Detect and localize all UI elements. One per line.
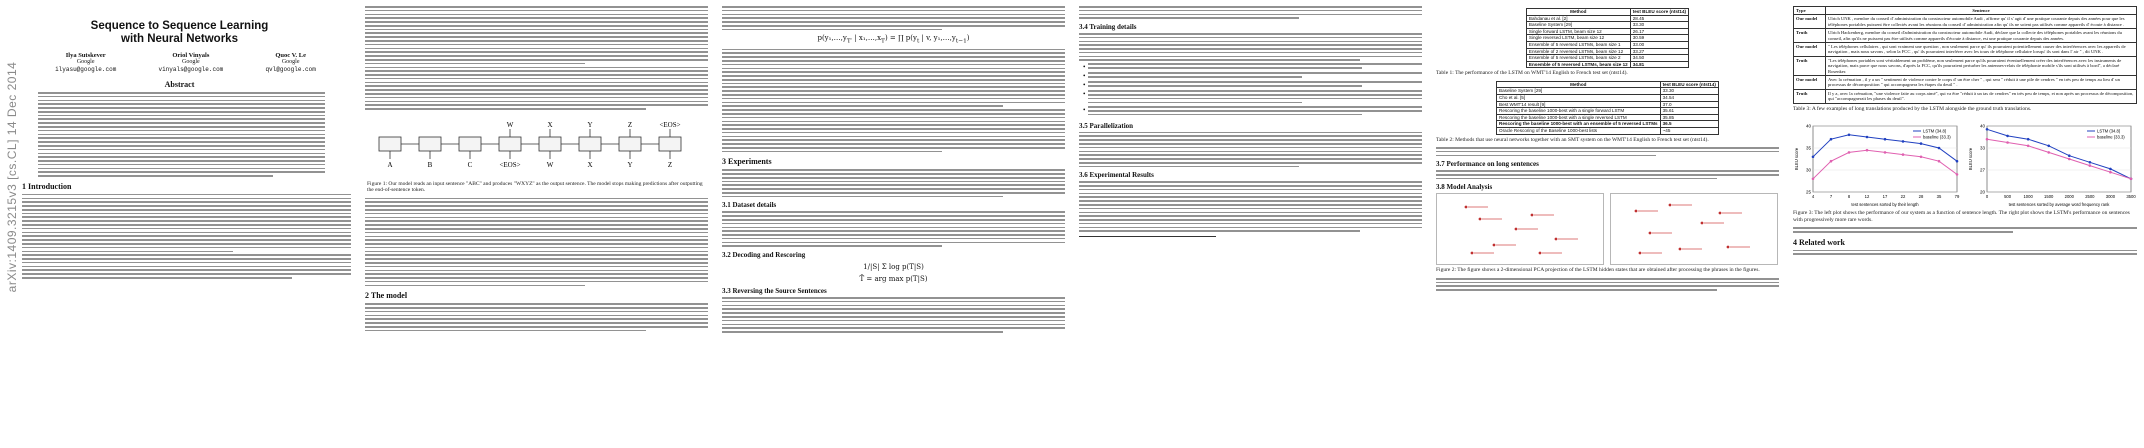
table-row: Bahdanau et al. [2] 28.45 (1526, 15, 1688, 22)
y-tick-label: 35 (1805, 145, 1811, 151)
table-row: Truth Il y a, avec la crémation, "une violence faite au corps aimé", qui va être "réduit à un tas de cendres" en très peu de temps, et non après un processus de décomposition, qui "accompagnerait les phases du deuil". (1794, 89, 2137, 103)
author: Quoc V. Le Google qvl@google.com (265, 52, 316, 73)
page6-text-a (1793, 227, 2137, 232)
data-point (1884, 151, 1887, 154)
dataset-heading: 3.1 Dataset details (722, 201, 777, 210)
data-point (2068, 155, 2071, 158)
output-token: <EOS> (659, 120, 681, 129)
data-point (1956, 160, 1959, 163)
bleu-vs-length-chart (1793, 116, 1963, 208)
pca-point (1493, 244, 1496, 247)
output-token: Z (627, 120, 633, 129)
input-token: B (427, 160, 433, 169)
abstract-text (38, 92, 325, 177)
input-token: Z (667, 160, 673, 169)
data-point (1830, 138, 1833, 141)
pca-point (1701, 222, 1704, 225)
intro-text (22, 194, 351, 279)
lstm-cell (419, 137, 441, 151)
x-tick-label: 1500 (2044, 194, 2054, 200)
data-point (2109, 171, 2112, 174)
table-row: Ensemble of 5 reversed LSTMs, beam size 12 34.81 (1526, 61, 1688, 68)
x-tick-label: 7 (1829, 194, 1833, 200)
author: Ilya Sutskever Google ilyasu@google.com (55, 52, 117, 73)
table-row: Rescoring the baseline 1000-best with an ensemble of 5 reversed LSTMs 36.5 (1497, 121, 1719, 128)
page-4 (1071, 0, 1431, 448)
output-token: W (506, 120, 514, 129)
table-row (1794, 7, 2137, 15)
seq2seq-diagram (367, 114, 707, 174)
x-tick-label: 3500 (2126, 194, 2136, 200)
list-item: • (1079, 90, 1422, 105)
data-point (1812, 156, 1815, 159)
arxiv-stamp (2, 30, 19, 330)
x-axis-label: test sentences sorted by average word frequency rank (2008, 202, 2110, 208)
table-row: Ensemble of 2 reversed LSTMs, beam size 12 33.27 (1526, 48, 1688, 55)
page-3 (714, 0, 1074, 448)
long-sentences-heading: 3.7 Performance on long sentences (1436, 160, 1539, 169)
pca-point (1727, 246, 1730, 249)
data-point (2089, 164, 2092, 167)
table-3-header: Type (1794, 7, 1826, 15)
page2-text-top (365, 6, 708, 110)
pca-point (1639, 252, 1642, 255)
page4-text-b (1079, 132, 1422, 168)
x-tick-label: 1000 (2023, 194, 2033, 200)
page6-text-b (1793, 250, 2137, 255)
table-2-caption: Table 2: Methods that use neural networks together with an SMT system on the WMT'14 English to French test set (ntst14). (1436, 136, 1709, 143)
data-point (1986, 138, 1989, 141)
table-2-header: test BLEU score (ntst14) (1660, 81, 1718, 88)
output-token: X (547, 120, 553, 129)
data-point (2006, 141, 2009, 144)
table-row: Our model Ulrich UNK , membre du conseil d' administration du constructeur automobile Audi , affirme qu' il s' agit d' une pratique courante depuis des années pour que les téléphones portables puissent être collectés avant les réunions du conseil d' administration afin qu' ils ne soient pas utilisés comme appareils d' écoute à distance . (1794, 15, 2137, 29)
page3-text-a (722, 49, 1065, 153)
lstm-cell (379, 137, 401, 151)
output-token: Y (587, 120, 593, 129)
table-row: Baseline System [29] 33.30 (1497, 88, 1719, 95)
y-axis-label: BLEU score (1794, 148, 1799, 171)
pca-point (1539, 252, 1542, 255)
x-tick-label: 17 (1882, 194, 1888, 200)
reversing-heading: 3.3 Reversing the Source Sentences (722, 287, 827, 296)
model-heading: 2 The model (365, 291, 408, 301)
x-tick-label: 79 (1954, 194, 1960, 200)
equation-loss: 1/|S| Σ log p(T|S) (863, 263, 924, 272)
pca-point (1649, 232, 1652, 235)
pca-point (1471, 252, 1474, 255)
x-tick-label: 8 (1847, 194, 1851, 200)
table-row: Our model " Les téléphones cellulaires , qui sont vraiment une question , non seulement parce qu' ils pourraient potentiellement causer des interférences avec les appareils de navigation , mais nous savons , selon la FCC , qu' ils pourraient interférer avec les tours de téléphone cellulaire lorsqu' ils sont dans l' air " , dit UNK . (1794, 43, 2137, 57)
input-token: <EOS> (499, 160, 521, 169)
page3-text-d (722, 297, 1065, 333)
abstract-heading: Abstract (164, 80, 195, 89)
page3-text-c (722, 211, 1065, 247)
pca-point (1669, 204, 1672, 207)
figure-3 (1793, 116, 2137, 208)
training-bullets (1079, 63, 1422, 117)
y-tick-label: 27 (1979, 167, 1985, 173)
equation-1: $p(y_1,\dots,y_{T'}$ | $x_1,\dots,x_T$) = ∏ $p(y_t$ | v, $y_1,\dots,y_{t-1}$) (817, 34, 970, 45)
table-row: Single forward LSTM, beam size 12 26.17 (1526, 28, 1688, 35)
pca-point (1531, 214, 1534, 217)
data-point (2006, 135, 2009, 138)
author-list (34, 52, 337, 74)
lstm-cell (659, 137, 681, 151)
arxiv-stamp-text: arXiv:1409.3215v3 [cs.CL] 14 Dec 2014 (5, 61, 19, 293)
pca-point (1679, 248, 1682, 251)
lstm-cell (579, 137, 601, 151)
list-item: • (1079, 72, 1422, 80)
x-tick-label: 4 (1811, 194, 1815, 200)
training-heading: 3.4 Training details (1079, 22, 1137, 31)
page4-text-a (1079, 33, 1422, 61)
data-point (2047, 145, 2050, 148)
data-point (1902, 140, 1905, 143)
results-heading: 3.6 Experimental Results (1079, 171, 1154, 180)
x-tick-label: 22 (1900, 194, 1906, 200)
data-point (1938, 160, 1941, 163)
table-3-header: Sentence (1826, 7, 2137, 15)
page-2 (357, 0, 717, 448)
table-2 (1496, 81, 1719, 135)
table-3 (1793, 6, 2137, 104)
y-tick-label: 25 (1805, 189, 1811, 195)
y-tick-label: 33 (1979, 145, 1985, 151)
legend-entry: LSTM (34.8) (1923, 128, 1947, 134)
lstm-cell (619, 137, 641, 151)
legend-entry: baseline (33.3) (1923, 134, 1951, 140)
experiments-heading: 3 Experiments (722, 157, 772, 167)
list-item: • (1079, 63, 1422, 71)
data-point (1848, 151, 1851, 154)
page5-text-a (1436, 147, 1779, 156)
y-tick-label: 40 (1979, 123, 1985, 129)
x-tick-label: 35 (1936, 194, 1942, 200)
x-tick-label: 28 (1918, 194, 1924, 200)
data-point (1884, 138, 1887, 141)
author: Oriol Vinyals Google vinyals@google.com (158, 52, 224, 73)
input-token: C (467, 160, 473, 169)
data-point (1986, 128, 1989, 131)
related-work-heading: 4 Related work (1793, 237, 1845, 247)
data-point (2027, 138, 2030, 141)
data-point (1902, 153, 1905, 156)
data-point (1938, 147, 1941, 150)
table-3-caption: Table 3: A few examples of long translations produced by the LSTM alongside the ground truth translations. (1793, 105, 2032, 112)
x-tick-label: 500 (2004, 194, 2012, 200)
data-point (1956, 173, 1959, 176)
data-point (2027, 145, 2030, 148)
table-row: Ensemble of 5 reversed LSTMs, beam size 2 34.50 (1526, 55, 1688, 62)
pca-point (1515, 228, 1518, 231)
data-point (1812, 178, 1815, 181)
lstm-cell (459, 137, 481, 151)
page2-text-bottom (365, 303, 708, 331)
page-1 (0, 0, 360, 448)
page5-text-b (1436, 170, 1779, 179)
table-1 (1526, 8, 1689, 68)
data-point (2047, 151, 2050, 154)
equation-argmax: T̂ = arg max p(T|S) (859, 275, 928, 284)
table-row: Truth "Les téléphones portables sont véritablement un problème, non seulement parce qu'ils pourraient éventuellement créer des interférences avec les instruments de navigation, mais parce que nous savons, d'après la FCC, qu'ils pourraient perturber les antennes-relais de téléphonie mobile s'ils sont utilisés à bord", a déclaré Rosenker. (1794, 56, 2137, 75)
x-tick-label: 0 (1985, 194, 1989, 200)
pca-point (1555, 238, 1558, 241)
input-token: X (587, 160, 593, 169)
page3-text-top (722, 6, 1065, 30)
x-tick-label: 2000 (2064, 194, 2074, 200)
table-1-caption: Table 1: The performance of the LSTM on WMT'14 English to French test set (ntst14). (1436, 70, 1628, 77)
page3-text-b (722, 169, 1065, 197)
data-point (1866, 149, 1869, 152)
list-item: • (1079, 106, 1422, 117)
data-point (1920, 142, 1923, 145)
page-5 (1428, 0, 1788, 448)
table-2-header: Method (1497, 81, 1661, 88)
data-point (1830, 160, 1833, 163)
page2-text-mid (365, 198, 708, 287)
data-point (1848, 134, 1851, 137)
table-row: Oracle Rescoring of the Baseline 1000-best lists ~45 (1497, 128, 1719, 135)
table-row: Ensemble of 5 reversed LSTMs, beam size 1 33.00 (1526, 41, 1688, 48)
figure-1-caption: Figure 1: Our model reads an input sentence "ABC" and produces "WXYZ" as the output sentence. The model stops making predictions after outputting the end-of-sentence token. (367, 180, 703, 194)
figure-3-caption: Figure 3: The left plot shows the performance of our system as a function of sentence length. The right plot shows the LSTM's performance on sentences with progressively more rare words. (1793, 210, 2130, 223)
pca-point (1479, 218, 1482, 221)
y-axis-label: BLEU score (1968, 148, 1973, 171)
table-row: Single reversed LSTM, beam size 12 30.59 (1526, 35, 1688, 42)
pca-plot-left (1436, 193, 1604, 265)
y-tick-label: 30 (1805, 167, 1811, 173)
input-token: Y (627, 160, 633, 169)
table-row: Baseline System [29] 33.30 (1526, 22, 1688, 29)
table-1-header: test BLEU score (ntst14) (1630, 9, 1688, 16)
pca-point (1465, 206, 1468, 209)
data-point (2068, 158, 2071, 161)
data-point (2109, 168, 2112, 171)
parallelization-heading: 3.5 Parallelization (1079, 121, 1134, 130)
x-axis-label: test sentences sorted by their length (1851, 202, 1919, 208)
input-token: W (546, 160, 554, 169)
page4-text-c (1079, 181, 1422, 232)
input-token: A (387, 160, 393, 169)
pca-point (1635, 210, 1638, 213)
bleu-vs-rarity-chart (1967, 116, 2137, 208)
data-point (1866, 136, 1869, 139)
lstm-cell (539, 137, 561, 151)
paper-title: Sequence to Sequence Learning with Neural Networks (90, 20, 269, 45)
intro-heading: 1 Introduction (22, 181, 72, 191)
pca-point (1719, 212, 1722, 215)
table-row: Cho et al. [5] 34.54 (1497, 95, 1719, 102)
figure-1 (367, 114, 706, 194)
legend-entry: LSTM (34.8) (2097, 128, 2121, 134)
data-point (1920, 156, 1923, 159)
figure-2 (1436, 193, 1779, 265)
table-row: Rescoring the baseline 1000-best with a single reversed LSTM 35.85 (1497, 114, 1719, 121)
y-tick-label: 40 (1805, 123, 1811, 129)
x-tick-label: 3000 (2105, 194, 2116, 200)
x-tick-label: 12 (1864, 194, 1870, 200)
page5-text-c (1436, 278, 1779, 291)
y-tick-label: 20 (1979, 189, 1985, 195)
table-1-header: Method (1526, 9, 1630, 16)
table-row: Best WMT'14 result [9] 37.0 (1497, 101, 1719, 108)
page-6 (1785, 0, 2144, 448)
list-item: • (1079, 81, 1422, 89)
page4-text-top (1079, 6, 1422, 19)
table-row: Truth Ulrich Hackenberg, membre du conseil d'administration du constructeur automobile Audi, déclare que la collecte des téléphones portables avant les réunions du conseil, afin qu'ils ne puissent pas être utilisés comme appareils d'écoute à distance, est une pratique courante depuis des années. (1794, 29, 2137, 43)
data-point (2089, 161, 2092, 164)
footnote (1079, 236, 1216, 239)
data-point (2130, 178, 2133, 181)
pca-plot-right (1610, 193, 1778, 265)
x-tick-label: 2500 (2085, 194, 2095, 200)
figure-2-caption: Figure 2: The figure shows a 2-dimensional PCA projection of the LSTM hidden states that are obtained after processing the phrases in the figures. (1436, 267, 1760, 274)
table-row: Our model Avec la crémation , il y a un " sentiment de violence contre le corps d' un être cher " , qui sera " réduit à une pile de cendres " en très peu de temps au lieu d' un processus de décomposition " qui accompagnera les étapes du deuil " . (1794, 76, 2137, 90)
decoding-heading: 3.2 Decoding and Rescoring (722, 251, 806, 260)
table-row: Rescoring the baseline 1000-best with a single forward LSTM 35.61 (1497, 108, 1719, 115)
lstm-cell (499, 137, 521, 151)
legend-entry: baseline (33.3) (2097, 134, 2125, 140)
model-analysis-heading: 3.8 Model Analysis (1436, 183, 1493, 192)
